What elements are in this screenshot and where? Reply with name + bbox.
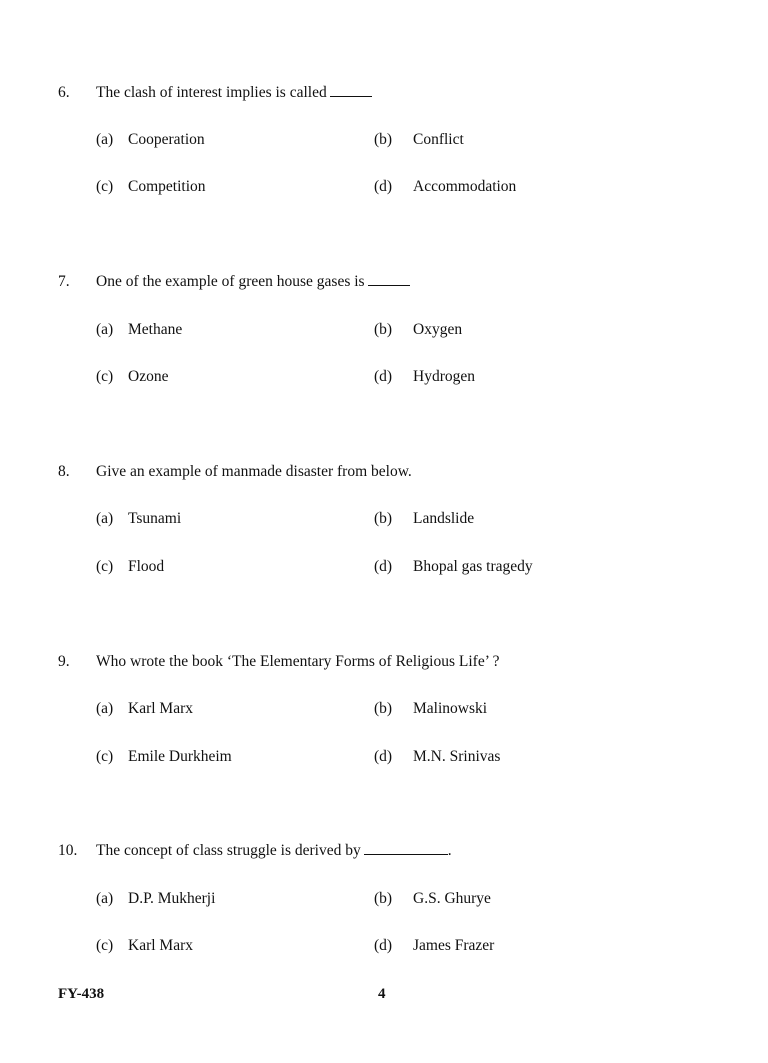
- option-letter: (a): [96, 890, 114, 907]
- option-letter: (d): [374, 748, 393, 765]
- option-letter: (c): [96, 937, 114, 954]
- option-text: Cooperation: [128, 131, 205, 148]
- question-stem: Who wrote the book ‘The Elementary Forms of Religious Life’ ?: [96, 653, 500, 670]
- option-text: Flood: [128, 558, 165, 575]
- option-text: M.N. Srinivas: [413, 748, 501, 765]
- option-text: Bhopal gas tragedy: [413, 558, 533, 575]
- question-suffix: .: [447, 842, 452, 859]
- paper-code: FY-438: [58, 986, 105, 1002]
- option-text: Karl Marx: [128, 937, 193, 954]
- answer-blank: [364, 842, 448, 855]
- option-text: Karl Marx: [128, 700, 193, 717]
- question-stem: The concept of class struggle is derived by: [96, 842, 361, 859]
- option-letter: (b): [374, 700, 393, 717]
- option-text: Oxygen: [413, 321, 463, 338]
- question-text: [96, 653, 499, 671]
- option-text: Conflict: [413, 131, 464, 148]
- question-number: 9.: [58, 653, 70, 670]
- question-number: 10.: [58, 842, 78, 859]
- question-text: [96, 842, 452, 860]
- option-letter: (a): [96, 131, 114, 148]
- question-stem: Give an example of manmade disaster from below.: [96, 463, 412, 480]
- option-text: Malinowski: [413, 700, 488, 717]
- option-letter: (c): [96, 178, 114, 195]
- option-letter: (a): [96, 510, 114, 527]
- option-text: G.S. Ghurye: [413, 890, 491, 907]
- option-text: Accommodation: [413, 178, 517, 195]
- option-letter: (c): [96, 558, 114, 575]
- option-letter: (d): [374, 368, 393, 385]
- option-letter: (b): [374, 510, 393, 527]
- question-text: [96, 273, 410, 291]
- option-text: D.P. Mukherji: [128, 890, 216, 907]
- option-letter: (c): [96, 748, 114, 765]
- option-letter: (b): [374, 321, 393, 338]
- question-number: 8.: [58, 463, 70, 480]
- option-text: Emile Durkheim: [128, 748, 232, 765]
- answer-blank: [368, 273, 410, 286]
- question-number: 7.: [58, 273, 70, 290]
- question-stem: The clash of interest implies is called: [96, 84, 327, 101]
- option-letter: (d): [374, 558, 393, 575]
- option-letter: (b): [374, 131, 393, 148]
- option-letter: (a): [96, 700, 114, 717]
- option-text: James Frazer: [413, 937, 495, 954]
- option-letter: (b): [374, 890, 393, 907]
- option-letter: (d): [374, 937, 393, 954]
- option-text: Tsunami: [128, 510, 182, 527]
- question-stem: One of the example of green house gases is: [96, 273, 365, 290]
- option-letter: (d): [374, 178, 393, 195]
- option-text: Methane: [128, 321, 183, 338]
- option-letter: (c): [96, 368, 114, 385]
- option-text: Hydrogen: [413, 368, 475, 385]
- question-number: 6.: [58, 84, 70, 101]
- answer-blank: [330, 84, 372, 97]
- option-letter: (a): [96, 321, 114, 338]
- option-text: Landslide: [413, 510, 475, 527]
- option-text: Ozone: [128, 368, 169, 385]
- page-number: 4: [378, 986, 386, 1002]
- question-text: [96, 84, 372, 102]
- question-text: [96, 463, 412, 481]
- option-text: Competition: [128, 178, 206, 195]
